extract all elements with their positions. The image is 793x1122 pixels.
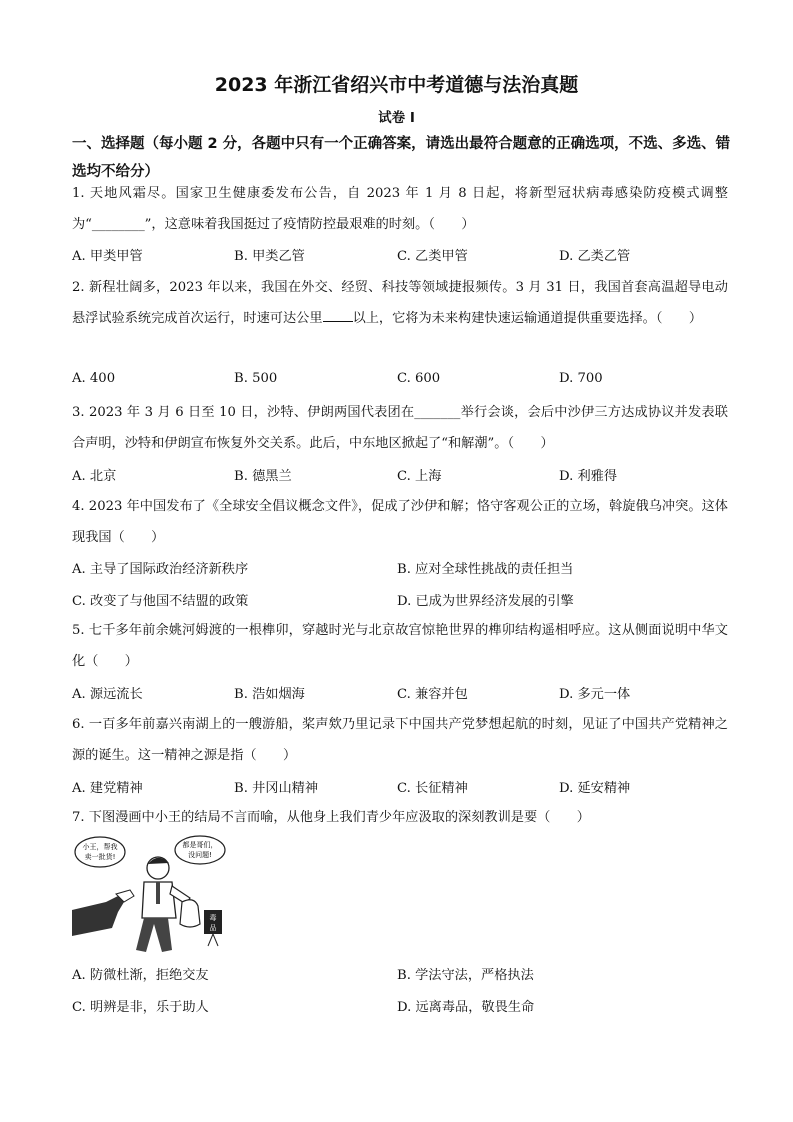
q2-option-b: B. 500 [234,371,278,386]
q7-option-c: C. 明辨是非，乐于助人 [72,1000,209,1015]
question-3-stem: 3. 2023 年 3 月 6 日至 10 日，沙特、伊朗两国代表团在_______举行会谈，会后中沙伊三方达成协议并发表联合声明，沙特和伊朗宣布恢复外交关系。此后，中东地区掀起了“和解潮”。（ ） [72,405,728,451]
drug-box-stand-2 [213,934,218,946]
q6-option-c: C. 长征精神 [397,781,468,796]
question-4-stem: 4. 2023 年中国发布了《全球安全倡议概念文件》，促成了沙伊和解；恪守客观公正的立场，斡旋俄乌冲突。这体现我国（ ） [72,499,728,545]
q1-option-d: D. 乙类乙管 [559,249,631,264]
drug-cartoon-illustration [72,832,232,956]
right-bubble-text-line1: 都是哥们， [182,841,218,849]
q2-option-c: C. 600 [397,371,441,386]
q1-option-a: A. 甲类甲管 [72,249,143,264]
q5-option-d: D. 多元一体 [559,687,631,702]
q6-option-b: B. 井冈山精神 [234,781,319,796]
q1-option-c: C. 乙类甲管 [397,249,468,264]
left-bubble-text-line1: 小王，帮我 [82,843,118,851]
question-1-options [72,245,728,269]
q3-option-b: B. 德黑兰 [234,469,292,484]
q7-option-b: B. 学法守法，严格执法 [397,968,534,983]
paper-subtitle: 试卷 I [378,110,415,126]
dealer-arm-icon [72,896,124,936]
q7-option-a: A. 防微杜渐，拒绝交友 [72,968,209,983]
q4-option-c: C. 改变了与他国不结盟的政策 [72,594,249,609]
man-legs-icon [136,918,172,952]
question-7-options-row2 [72,996,728,1020]
q2-option-a: A. 400 [72,371,116,386]
q2-stem-before: 2. 新程壮阔多，2023 年以来，我国在外交、经贸、科技等领域捷报频传。3 月 31 日，我国首套高温超导电动悬浮试验系统完成首次运行，时速可达公里 [72,280,728,326]
q2-option-d: D. 700 [559,371,603,386]
q6-option-d: D. 延安精神 [559,781,631,796]
question-4-options-row1 [72,558,728,582]
q6-option-a: A. 建党精神 [72,781,143,796]
drug-box-stand [208,934,213,946]
q5-option-a: A. 源远流长 [72,687,143,702]
question-6-options [72,777,728,801]
q1-option-b: B. 甲类乙管 [234,249,305,264]
left-bubble-text-line2: 卖一批货! [84,853,116,861]
question-5-options [72,683,728,707]
q2-stem-after: 以上，它将为未来构建快速运输通道提供重要选择。（ ） [352,311,703,326]
question-6-stem: 6. 一百多年前嘉兴南湖上的一艘游船，桨声欸乃里记录下中国共产党梦想起航的时刻，见证了中国共产党精神之源的诞生。这一精神之源是指（ ） [72,717,728,763]
question-7-options-row1 [72,964,728,988]
page-title: 2023 年浙江省绍兴市中考道德与法治真题 [214,74,579,96]
question-3-options [72,465,728,489]
left-speech-bubble [75,837,125,867]
q4-option-d: D. 已成为世界经济发展的引擎 [397,594,574,609]
question-7-stem: 7. 下图漫画中小王的结局不言而喻，从他身上我们青少年应汲取的深刻教训是要（ ） [72,810,590,825]
question-4-options-row2 [72,590,728,614]
q3-option-c: C. 上海 [397,469,442,484]
q4-option-a: A. 主导了国际政治经济新秩序 [72,562,249,577]
question-5-stem: 5. 七千多年前余姚河姆渡的一根榫卯，穿越时光与北京故宫惊艳世界的榫卯结构遥相呼应。这从侧面说明中华文化（ ） [72,623,728,669]
q2-blank [323,309,353,322]
q4-option-b: B. 应对全球性挑战的责任担当 [397,562,574,577]
drug-box-label-line2: 品 [209,924,217,932]
q3-option-d: D. 利雅得 [559,469,618,484]
q7-option-d: D. 远离毒品，敬畏生命 [397,1000,535,1015]
right-bubble-text-line2: 没问题! [188,851,212,859]
question-2-options [72,371,728,395]
question-1-stem: 1. 天地风霜尽。国家卫生健康委发布公告，自 2023 年 1 月 8 日起，将新型冠状病毒感染防疫模式调整为“________”，这意味着我国挺过了疫情防控最艰难的时刻。（ ） [72,186,728,232]
man-tie-icon [156,882,160,904]
drug-box-label-line1: 毒 [209,914,217,922]
q5-option-b: B. 浩如烟海 [234,687,305,702]
q5-option-c: C. 兼容并包 [397,687,468,702]
question-2-stem [72,272,728,334]
money-bag-icon [180,900,200,927]
section-header: 一、选择题（每小题 2 分，各题中只有一个正确答案，请选出最符合题意的正确选项，不选、多选、错选均不给分） [72,136,731,180]
q3-option-a: A. 北京 [72,469,117,484]
